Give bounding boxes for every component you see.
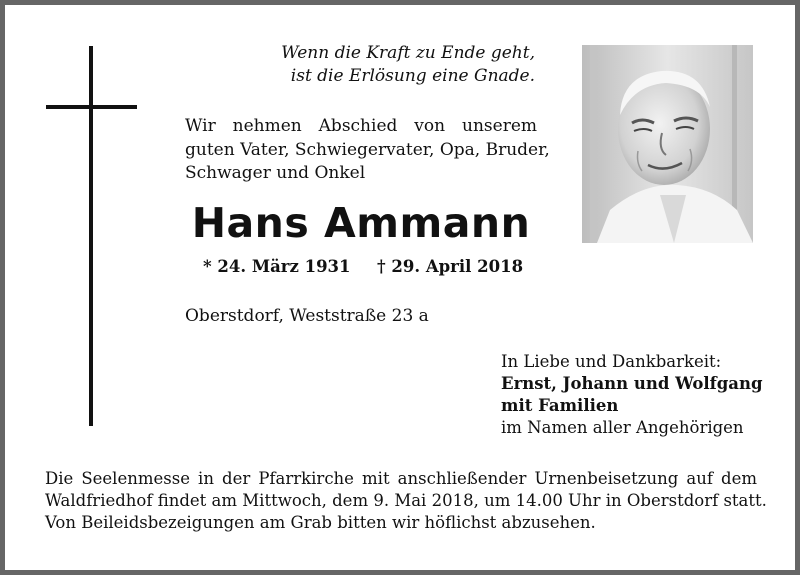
farewell-line-1: Wir nehmen Abschied von unserem	[185, 116, 537, 136]
portrait-photo	[582, 45, 753, 243]
address: Oberstdorf, Weststraße 23 a	[185, 306, 429, 326]
portrait-illustration	[582, 45, 753, 243]
quote-line-2: ist die Erlösung eine Gnade.	[290, 66, 535, 86]
signoff-block	[501, 351, 763, 439]
death-date: † 29. April 2018	[377, 257, 524, 276]
signoff-line-1: In Liebe und Dankbarkeit:	[501, 352, 722, 371]
memorial-quote	[185, 42, 535, 88]
signoff-line-4: im Namen aller Angehörigen	[501, 418, 744, 437]
mourners-families: mit Familien	[501, 396, 619, 415]
cross-vertical-bar	[89, 46, 93, 426]
announcement-line-1: Die Seelenmesse in der Pfarrkirche mit anschließender Urnenbeisetzung auf dem	[45, 469, 757, 488]
announcement-line-3: Von Beileidsbezeigungen am Grab bitten wir höflichst abzusehen.	[45, 513, 596, 532]
quote-line-1: Wenn die Kraft zu Ende geht,	[281, 43, 535, 63]
mourners-names: Ernst, Johann und Wolfgang	[501, 374, 763, 393]
farewell-line-3: Schwager und Onkel	[185, 163, 366, 183]
deceased-name: Hans Ammann	[191, 199, 531, 247]
farewell-text	[185, 115, 550, 186]
announcement-line-2: Waldfriedhof findet am Mittwoch, dem 9. Mai 2018, um 14.00 Uhr in Oberstdorf statt.	[45, 491, 767, 510]
cross-horizontal-bar	[46, 105, 137, 109]
farewell-line-2: guten Vater, Schwiegervater, Opa, Bruder,	[185, 139, 550, 160]
birth-date: * 24. März 1931	[203, 257, 351, 276]
service-announcement	[45, 468, 767, 534]
